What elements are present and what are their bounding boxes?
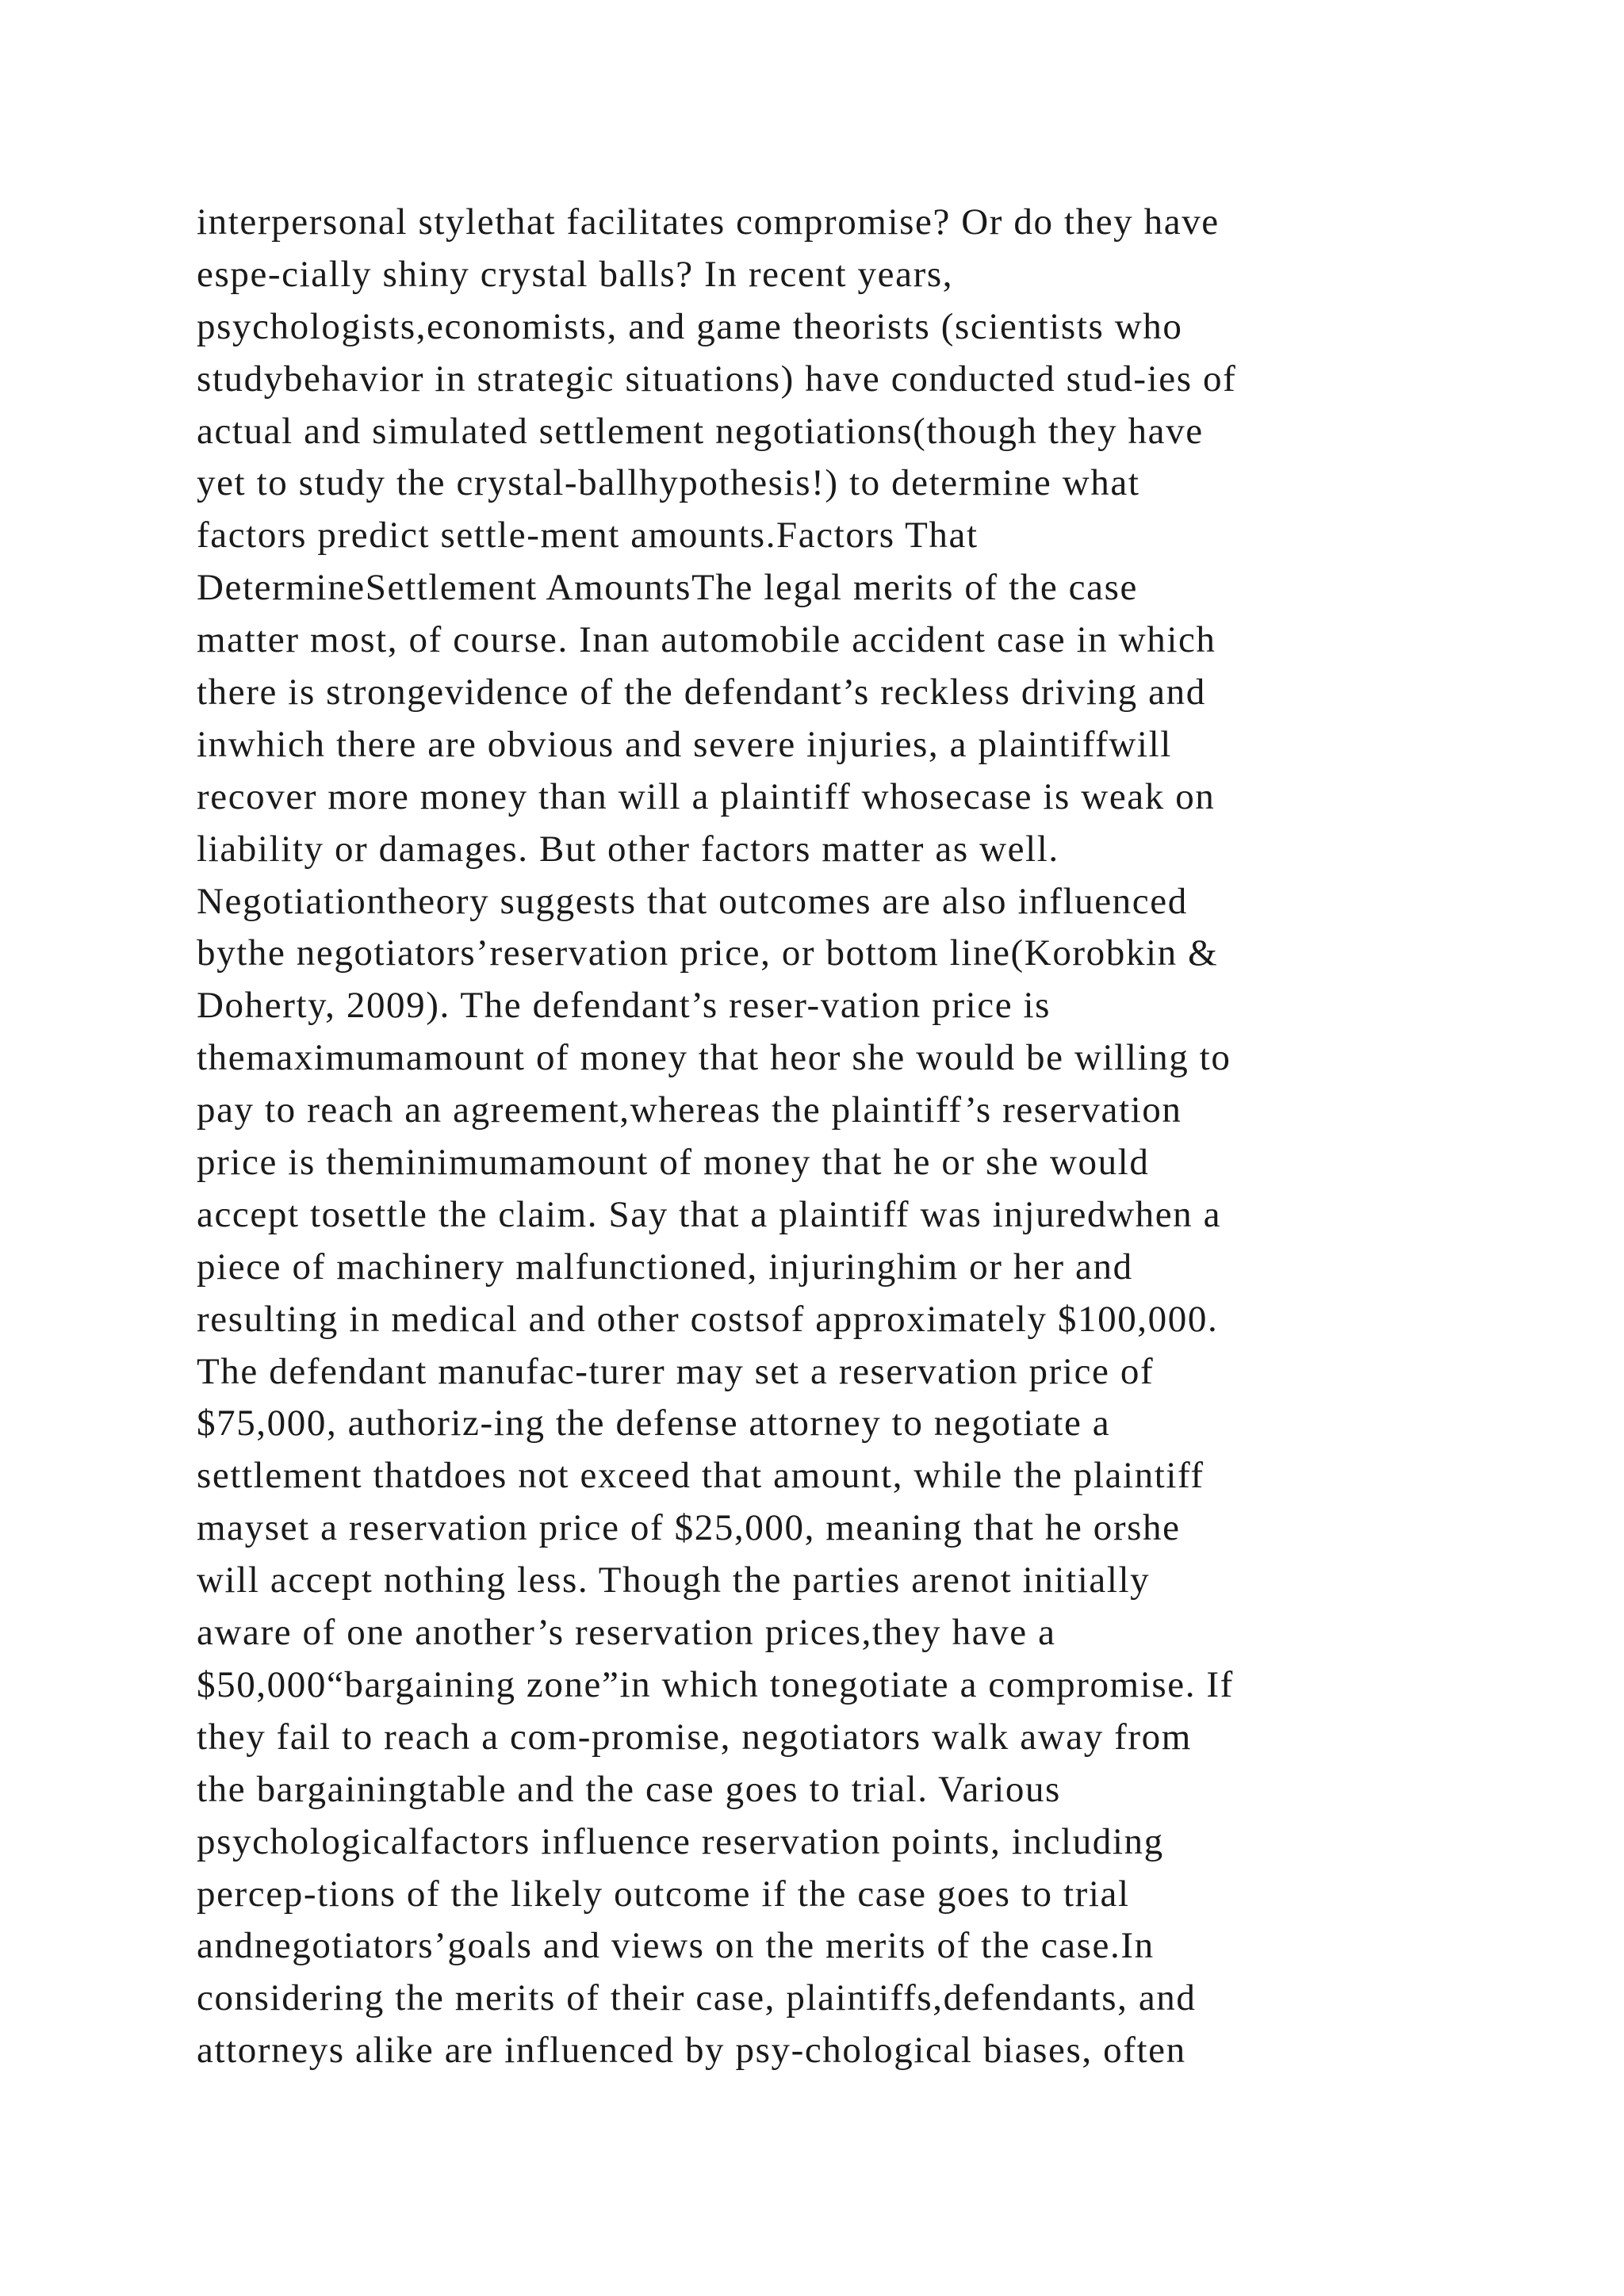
text-line: psychologists,economists, and game theorists (scientists who: [197, 305, 1183, 347]
text-line: will accept nothing less. Though the parties arenot initially: [197, 1559, 1151, 1601]
text-line: recover more money than will a plaintiff whosecase is weak on: [197, 775, 1216, 817]
text-line: resulting in medical and other costsof approximately $100,000.: [197, 1298, 1219, 1340]
text-line: considering the merits of their case, plaintiffs,defendants, and: [197, 1977, 1197, 2019]
text-line: $50,000“bargaining zone”in which tonegotiate a compromise. If: [197, 1663, 1234, 1705]
text-line: $75,000, authoriz-ing the defense attorney to negotiate a: [197, 1402, 1111, 1445]
text-line: andnegotiators’goals and views on the merits of the case.In: [197, 1925, 1155, 1967]
body-text: [197, 197, 1465, 2077]
text-line: Negotiationtheory suggests that outcomes are also influenced: [197, 880, 1188, 922]
text-line: Doherty, 2009). The defendant’s reser-vation price is: [197, 985, 1051, 1027]
text-line: psychologicalfactors influence reservation points, including: [197, 1820, 1164, 1862]
text-line: percep-tions of the likely outcome if the case goes to trial: [197, 1873, 1130, 1915]
text-line: yet to study the crystal-ballhypothesis!) to determine what: [197, 462, 1140, 504]
text-line: actual and simulated settlement negotiations(though they have: [197, 410, 1204, 452]
text-line: themaximumamount of money that heor she would be willing to: [197, 1037, 1231, 1079]
text-line: matter most, of course. Inan automobile accident case in which: [197, 619, 1216, 661]
text-line: there is strongevidence of the defendant’s reckless driving and: [197, 672, 1206, 714]
text-line: espe-cially shiny crystal balls? In recent years,: [197, 253, 954, 295]
text-line: factors predict settle-ment amounts.Factors That: [197, 515, 979, 557]
text-line: aware of one another’s reservation prices,they have a: [197, 1612, 1056, 1654]
text-line: bythe negotiators’reservation price, or bottom line(Korobkin &: [197, 932, 1219, 974]
text-line: mayset a reservation price of $25,000, meaning that he orshe: [197, 1507, 1181, 1549]
text-line: they fail to reach a com-promise, negotiators walk away from: [197, 1716, 1192, 1758]
text-line: pay to reach an agreement,whereas the plaintiff’s reservation: [197, 1089, 1182, 1131]
text-line: accept tosettle the claim. Say that a plaintiff was injuredwhen a: [197, 1193, 1222, 1235]
text-line: liability or damages. But other factors matter as well.: [197, 828, 1059, 870]
text-line: DetermineSettlement AmountsThe legal merits of the case: [197, 567, 1138, 609]
text-line: interpersonal stylethat facilitates compromise? Or do they have: [197, 201, 1220, 243]
text-line: inwhich there are obvious and severe injuries, a plaintiffwill: [197, 723, 1172, 765]
text-line: piece of machinery malfunctioned, injuringhim or her and: [197, 1246, 1133, 1288]
text-line: studybehavior in strategic situations) have conducted stud-ies of: [197, 358, 1237, 400]
text-line: the bargainingtable and the case goes to trial. Various: [197, 1768, 1061, 1810]
text-line: price is theminimumamount of money that he or she would: [197, 1142, 1150, 1184]
text-line: The defendant manufac-turer may set a reservation price of: [197, 1350, 1155, 1392]
text-line: settlement thatdoes not exceed that amount, while the plaintiff: [197, 1455, 1205, 1497]
text-line: attorneys alike are influenced by psy-chological biases, often: [197, 2030, 1186, 2072]
